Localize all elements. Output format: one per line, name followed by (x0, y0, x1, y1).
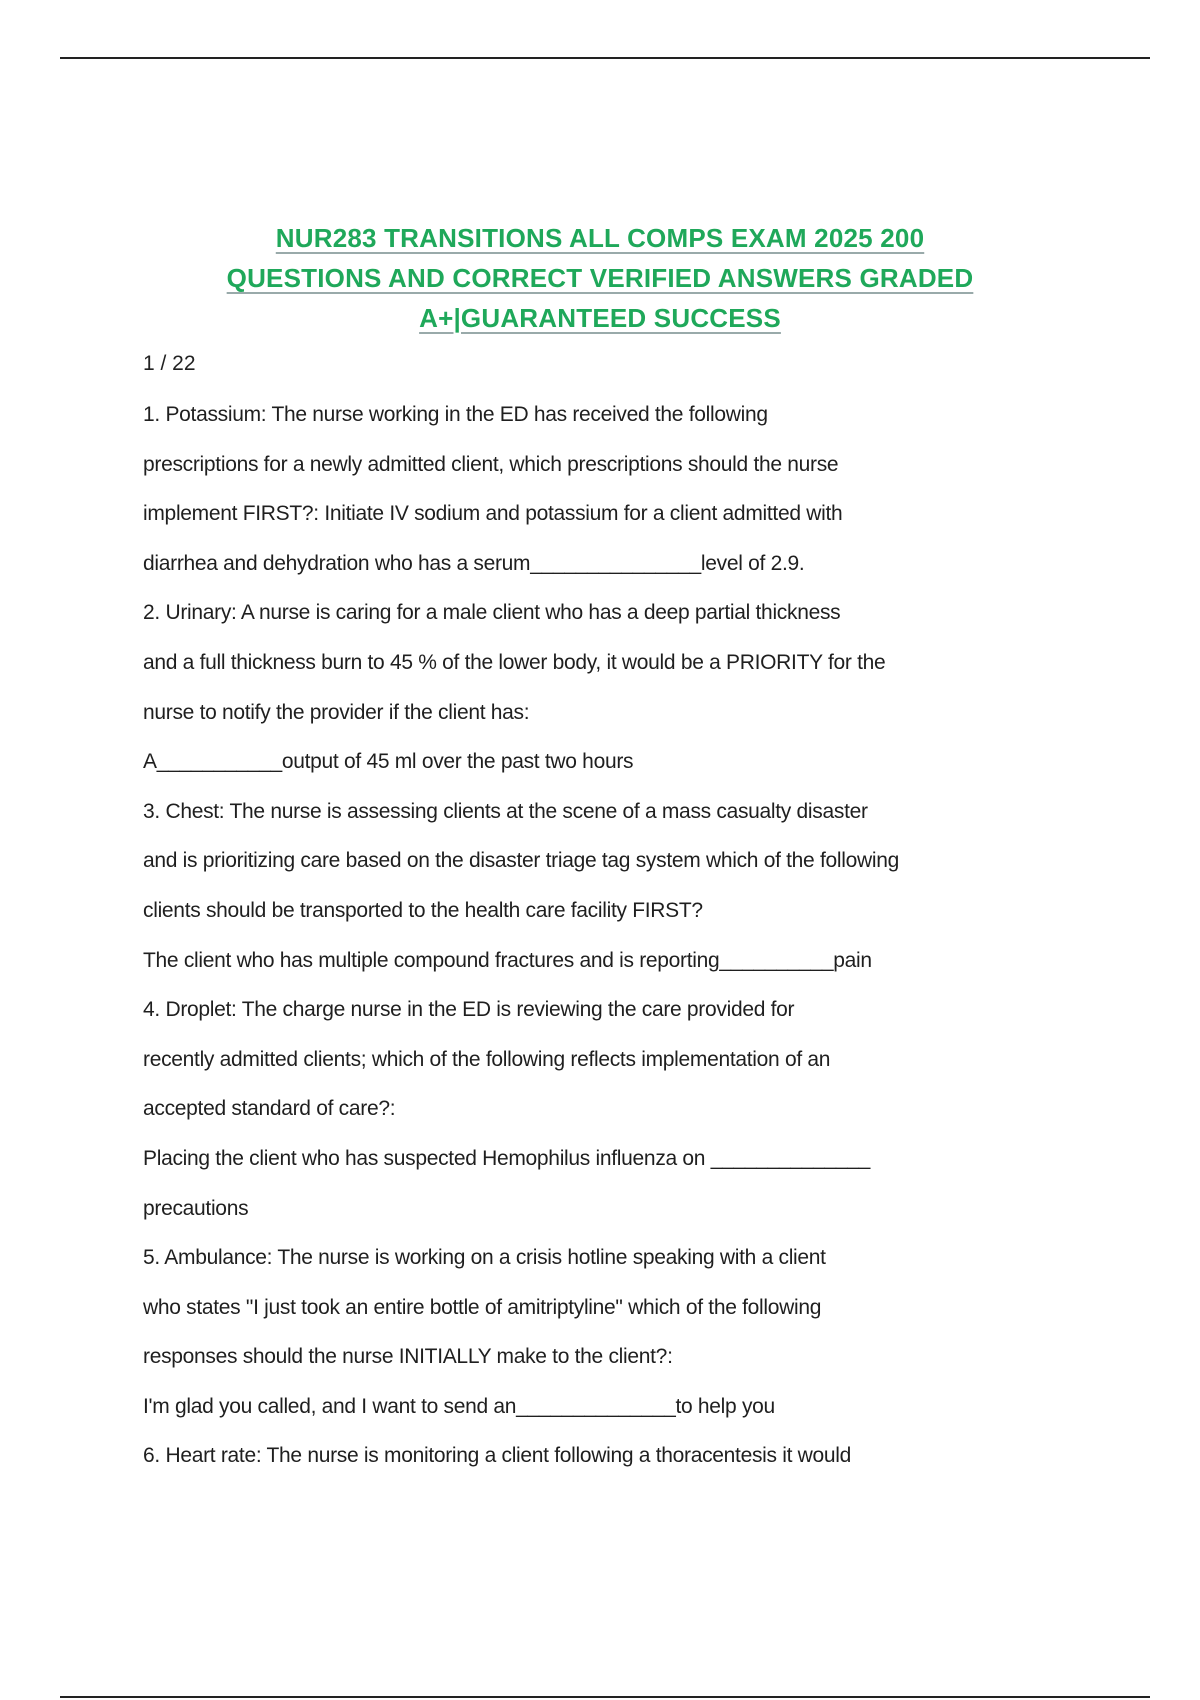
text-line: implement FIRST?: Initiate IV sodium and potassium for a client admitted with (143, 502, 843, 526)
text-line: recently admitted clients; which of the following reflects implementation of an (143, 1047, 831, 1071)
text-line: 1. Potassium: The nurse working in the ED has received the following (143, 403, 768, 426)
text-line: responses should the nurse INITIALLY make to the client?: (143, 1345, 673, 1369)
title-line: NUR283 TRANSITIONS ALL COMPS EXAM 2025 200 (275, 223, 925, 253)
text-line: 5. Ambulance: The nurse is working on a crisis hotline speaking with a client (143, 1246, 826, 1270)
title-line: A+|GUARANTEED SUCCESS (419, 303, 781, 333)
header-rule (60, 57, 1150, 59)
text-line: diarrhea and dehydration who has a serum_______________level of 2.9. (143, 551, 805, 575)
text-line: prescriptions for a newly admitted client, which prescriptions should the nurse (143, 452, 839, 476)
footer-rule (60, 1696, 1150, 1698)
text-line: who states "I just took an entire bottle of amitriptyline" which of the following (143, 1295, 822, 1319)
title-line: QUESTIONS AND CORRECT VERIFIED ANSWERS GRADED (226, 263, 974, 293)
text-line: 2. Urinary: A nurse is caring for a male client who has a deep partial thickness (143, 601, 841, 625)
text-line: nurse to notify the provider if the client has: (143, 700, 530, 724)
document-body (143, 400, 1143, 1491)
text-line: 4. Droplet: The charge nurse in the ED is reviewing the care provided for (143, 998, 795, 1022)
text-line: I'm glad you called, and I want to send an______________to help you (143, 1394, 775, 1418)
document-title (0, 218, 1200, 338)
page-indicator: 1 / 22 (143, 352, 196, 375)
text-line: 3. Chest: The nurse is assessing clients at the scene of a mass casualty disaster (143, 799, 868, 823)
text-line: The client who has multiple compound fractures and is reporting__________pain (143, 948, 872, 972)
text-line: and a full thickness burn to 45 % of the lower body, it would be a PRIORITY for the (143, 650, 886, 674)
text-line: A___________output of 45 ml over the past two hours (143, 750, 634, 774)
text-line: 6. Heart rate: The nurse is monitoring a client following a thoracentesis it would (143, 1444, 852, 1468)
text-line: precautions (143, 1196, 249, 1220)
text-line: clients should be transported to the health care facility FIRST? (143, 898, 703, 922)
text-line: accepted standard of care?: (143, 1097, 396, 1121)
text-line: and is prioritizing care based on the disaster triage tag system which of the following (143, 849, 899, 873)
text-line: Placing the client who has suspected Hemophilus influenza on ______________ (143, 1146, 871, 1170)
